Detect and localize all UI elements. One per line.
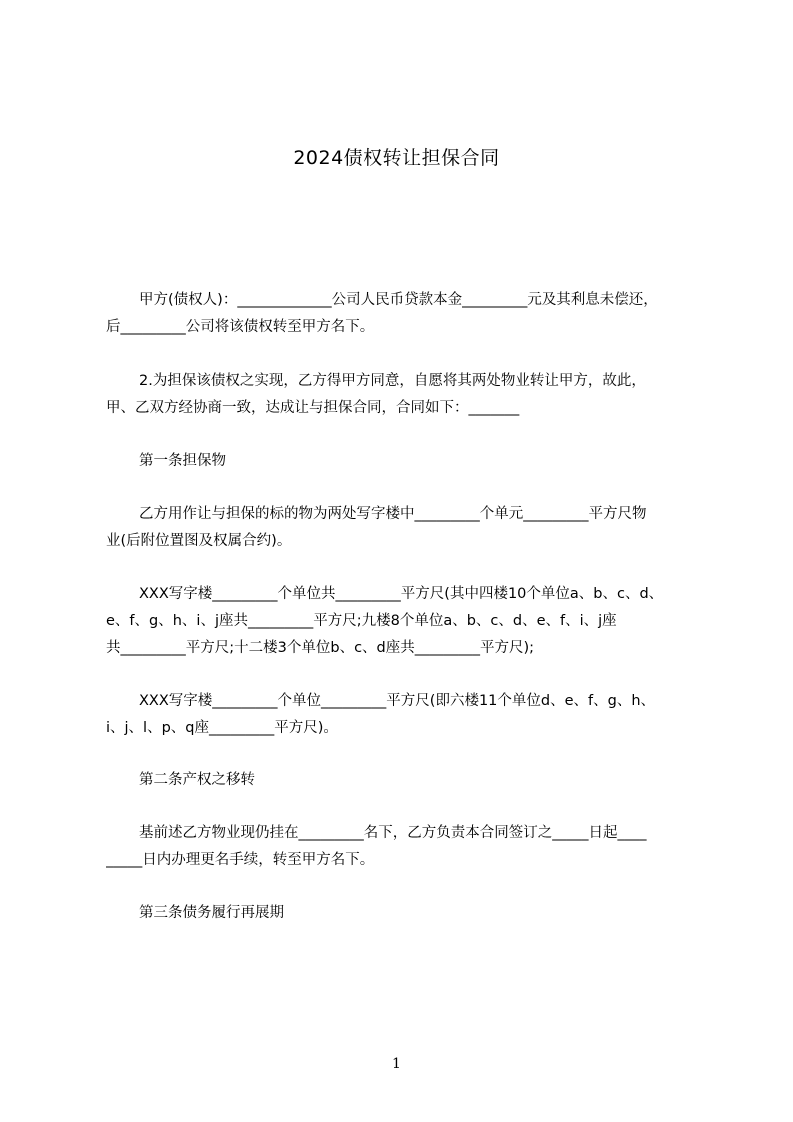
document-title: 2024债权转让担保合同: [293, 147, 500, 169]
paragraph-line: 基前述乙方物业现仍挂在_________名下，乙方负责本合同签订之_____日起____: [139, 825, 647, 841]
paragraph-parties: [106, 287, 698, 341]
paragraph-line: 业(后附位置图及权属合约)。: [106, 533, 292, 549]
paragraph-line: i、j、l、p、q座_________平方尺)。: [106, 720, 338, 736]
article-heading: 第二条产权之移转: [139, 772, 255, 788]
paragraph-line: XXX写字楼_________个单位_________平方尺(即六楼11个单位d、e、f、g、h、: [139, 693, 656, 709]
page-number: 1: [392, 1056, 401, 1072]
paragraph-line: 共_________平方尺;十二楼3个单位b、c、d座共_________平方尺);: [106, 640, 535, 656]
paragraph-line: 乙方用作让与担保的标的物为两处写字楼中_________个单元_________平方尺物: [139, 506, 647, 522]
article-heading-1: [106, 448, 698, 475]
article-heading: 第三条债务履行再展期: [139, 905, 284, 921]
paragraph-building-2: [106, 688, 698, 742]
paragraph-guarantee-purpose: [106, 368, 698, 422]
paragraph-line: e、f、g、h、i、j座共_________平方尺;九楼8个单位a、b、c、d、e、f、i、j座: [106, 613, 617, 629]
paragraph-line: XXX写字楼_________个单位共_________平方尺(其中四楼10个单位a、b、c、d、: [139, 586, 664, 602]
paragraph-title-transfer: [106, 820, 698, 874]
paragraph-line: 甲方(债权人)：_____________公司人民币贷款本金_________元及其利息未偿还，: [139, 292, 658, 308]
article-heading-3: [106, 900, 698, 927]
article-heading: 第一条担保物: [139, 453, 226, 469]
article-heading-2: [106, 767, 698, 794]
paragraph-collateral: [106, 501, 698, 555]
paragraph-building-1: [106, 581, 698, 662]
paragraph-line: 后_________公司将该债权转至甲方名下。: [106, 319, 375, 335]
paragraph-line: 甲、乙双方经协商一致，达成让与担保合同，合同如下：_______: [106, 400, 520, 416]
paragraph-line: 2.为担保该债权之实现，乙方得甲方同意，自愿将其两处物业转让甲方，故此，: [139, 373, 646, 389]
paragraph-line: _____日内办理更名手续，转至甲方名下。: [106, 852, 375, 868]
